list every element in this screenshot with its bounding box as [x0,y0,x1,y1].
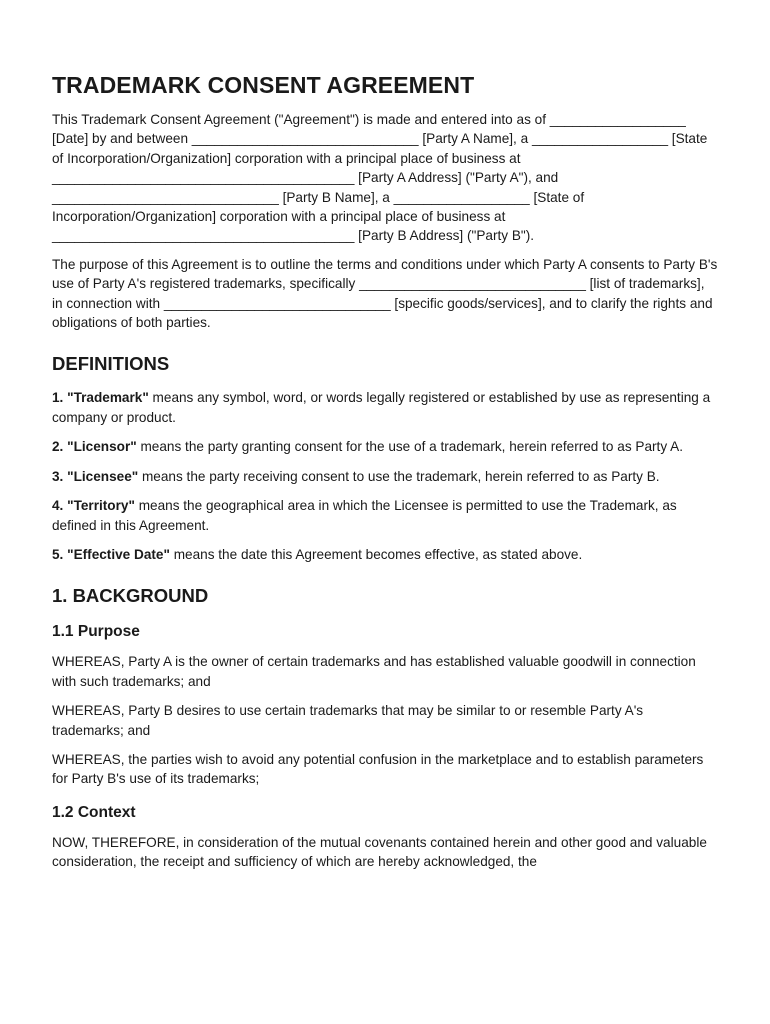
definition-item [52,545,718,564]
whereas-clause: WHEREAS, Party B desires to use certain trademarks that may be similar to or resemble Party A's trademarks; and [52,703,644,738]
definition-number: 4. [52,498,64,514]
definition-text: means the geographical area in which the Licensee is permitted to use the Trademark, as defined in this Agreement. [52,498,677,533]
definition-item [52,437,718,456]
definition-text: means any symbol, word, or words legally registered or established by use as representing a company or product. [52,390,711,425]
definition-text: means the date this Agreement becomes effective, as stated above. [169,546,583,562]
whereas-clause: WHEREAS, Party A is the owner of certain trademarks and has established valuable goodwill in connection with such trademarks; and [52,654,696,689]
definitions-heading: DEFINITIONS [52,353,170,375]
definition-term: "Trademark" [67,390,149,406]
definition-number: 5. [52,546,64,562]
definition-item [52,388,718,427]
definition-term: "Effective Date" [67,546,170,562]
definition-number: 2. [52,439,64,455]
definition-term: "Licensee" [67,468,139,484]
definition-item [52,467,718,486]
definition-term: "Licensor" [67,439,137,455]
intro-paragraph: This Trademark Consent Agreement ("Agreement") is made and entered into as of __________________ [Date] by and between ______________________________ [Party A Name], a __________________ [State of Incorporation/Organization] corporation with a principal place of business at ________________________________________ [Party A Address] ("Party A"), and ______________________________ [Party B Name], a __________________ [State of Incorporation/Organization] corporation with a principal place of business at ________________________________________ [Party B Address] ("Party B"). [52,112,708,244]
background-heading: 1. BACKGROUND [52,585,209,607]
whereas-clause: WHEREAS, the parties wish to avoid any potential confusion in the marketplace and to establish parameters for Party B's use of its trademarks; [52,751,704,787]
context-subheading: 1.2 Context [52,803,136,821]
definition-number: 1. [52,390,64,406]
definition-text: means the party receiving consent to use the trademark, herein referred to as Party B. [138,468,660,484]
definition-text: means the party granting consent for the use of a trademark, herein referred to as Party A. [136,439,683,455]
purpose-subheading: 1.1 Purpose [52,623,140,641]
page-title: TRADEMARK CONSENT AGREEMENT [52,72,475,98]
context-paragraph: NOW, THEREFORE, in consideration of the mutual covenants contained herein and other good and valuable consideration, the receipt and sufficiency of which are hereby acknowledged, the [52,834,707,870]
definition-term: "Territory" [67,498,135,514]
definition-number: 3. [52,468,64,484]
purpose-paragraph: The purpose of this Agreement is to outline the terms and conditions under which Party A consents to Party B's use of Party A's registered trademarks, specifically ______________________________ [list of trademarks], in connection with ______________________________ [specific goods/services], and to clarify the rights and obligations of both parties. [52,256,718,331]
definition-item [52,496,718,535]
